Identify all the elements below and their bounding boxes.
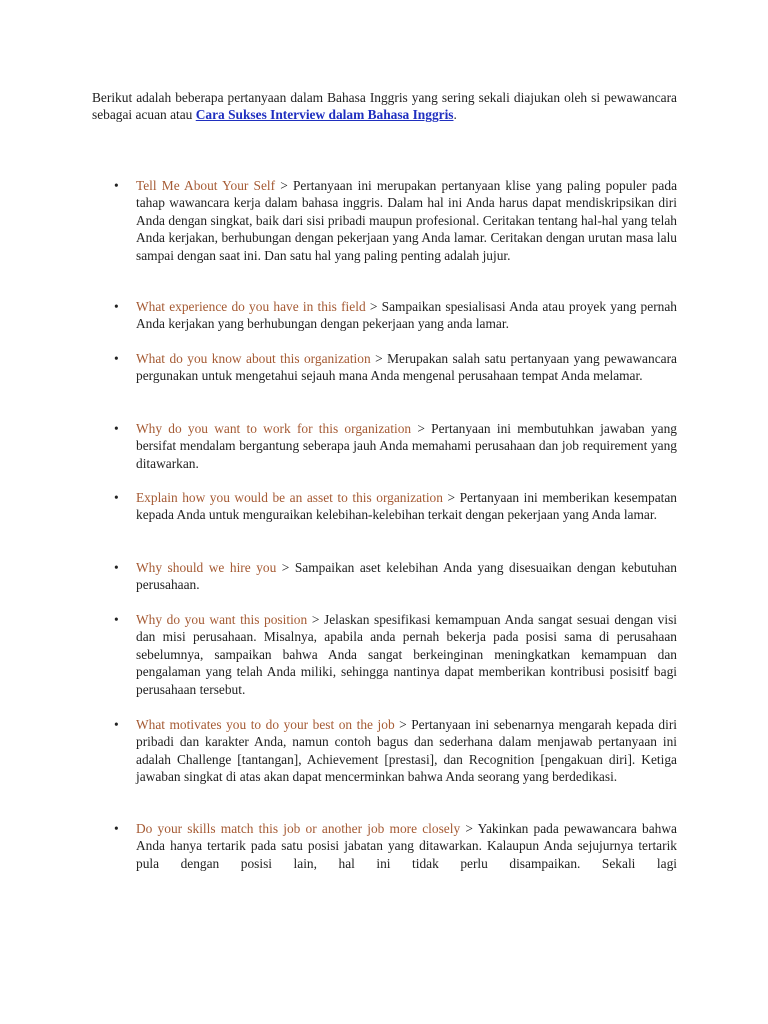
list-item bbox=[114, 559, 677, 594]
question-text: Tell Me About Your Self bbox=[136, 178, 276, 193]
bullet-icon: • bbox=[114, 421, 119, 436]
intro-after: . bbox=[453, 107, 457, 123]
question-text: What experience do you have in this field bbox=[136, 299, 366, 314]
answer-text: > Sampaikan aset kelebihan Anda yang disesuaikan dengan kebutuhan perusahaan. bbox=[136, 560, 677, 593]
answer-text: > Jelaskan spesifikasi kemampuan Anda sangat sesuai dengan visi dan misi perusahaan. Misalnya, apabila anda pernah bekerja pada posisi sama di perusahaan sebelumnya, sampaikan bahwa Anda sangat berkeinginan meningkatkan kemampuan dan pengalaman yang telah Anda miliki, sehingga nantinya dapat memberikan kontribusi posisitf bagi perusahaan tersebut. bbox=[136, 612, 677, 697]
list-item bbox=[114, 420, 677, 472]
bullet-icon: • bbox=[114, 351, 119, 366]
bullet-icon: • bbox=[114, 717, 119, 732]
interview-tips-link[interactable]: Cara Sukses Interview dalam Bahasa Inggris bbox=[195, 107, 454, 123]
list-item bbox=[114, 820, 677, 872]
question-text: Why do you want to work for this organization bbox=[136, 421, 412, 436]
list-item bbox=[114, 350, 677, 385]
bullet-icon: • bbox=[114, 612, 119, 627]
bullet-icon: • bbox=[114, 490, 119, 505]
question-text: What do you know about this organization bbox=[136, 351, 371, 366]
list-item bbox=[114, 716, 677, 786]
answer-text: > Pertanyaan ini memberikan kesempatan kepada Anda untuk menguraikan kelebihan-kelebihan terkait dengan pekerjaan yang Anda lamar. bbox=[136, 490, 677, 523]
question-text: Why do you want this position bbox=[136, 612, 308, 627]
intro-paragraph bbox=[92, 89, 677, 124]
intro-text: Berikut adalah beberapa pertanyaan dalam Bahasa Inggris yang sering sekali diajukan oleh si pewawancara sebagai acuan atau bbox=[92, 90, 677, 123]
question-text: Do your skills match this job or another job more closely bbox=[136, 821, 461, 836]
answer-text: > Pertanyaan ini sebenarnya mengarah kepada diri pribadi dan karakter Anda, namun contoh bagus dan sederhana dalam menjawab pertanyaan ini adalah Challenge [tantangan], Achievement [prestasi], dan Recognition [pengakuan diri]. Ketiga jawaban singkat di atas akan dapat mencerminkan bahwa Anda seorang yang berdedikasi. bbox=[136, 717, 677, 785]
question-text: Explain how you would be an asset to this organization bbox=[136, 490, 443, 505]
answer-text: > Pertanyaan ini membutuhkan jawaban yang bersifat mendalam bergantung seberapa jauh Anda memahami perusahaan dan job requirement yang ditawarkan. bbox=[136, 421, 677, 471]
list-item bbox=[114, 611, 677, 698]
list-item bbox=[114, 489, 677, 524]
question-text: Why should we hire you bbox=[136, 560, 277, 575]
answer-text: > Sampaikan spesialisasi Anda atau proyek yang pernah Anda kerjakan yang berhubungan dengan pekerjaan yang anda lamar. bbox=[136, 299, 677, 332]
answer-text: > Pertanyaan ini merupakan pertanyaan klise yang paling populer pada tahap wawancara kerja dalam bahasa inggris. Dalam hal ini Anda harus dapat mendiskripsikan diri Anda dengan singkat, baik dari sisi pribadi maupun profesional. Ceritakan tentang hal-hal yang telah Anda kerjakan, berhubungan dengan pekerjaan yang Anda lamar. Ceritakan dengan urutan masa lalu sampai dengan saat ini. Dan satu hal yang paling penting adalah jujur. bbox=[136, 178, 678, 263]
question-text: What motivates you to do your best on the job bbox=[136, 717, 395, 732]
list-item bbox=[114, 177, 678, 264]
bullet-icon: • bbox=[114, 560, 119, 575]
bullet-icon: • bbox=[114, 299, 119, 314]
answer-text: > Yakinkan pada pewawancara bahwa Anda hanya tertarik pada satu posisi jabatan yang ditawarkan. Kalaupun Anda sejujurnya tertarik pula dengan posisi lain, hal ini tidak perlu disampaikan. Sekali lagi bbox=[136, 821, 677, 871]
list-item bbox=[114, 298, 677, 333]
bullet-icon: • bbox=[114, 821, 119, 836]
answer-text: > Merupakan salah satu pertanyaan yang pewawancara pergunakan untuk mengetahui sejauh mana Anda mengenal perusahaan tempat Anda melamar. bbox=[136, 351, 677, 384]
bullet-icon: • bbox=[114, 178, 119, 193]
